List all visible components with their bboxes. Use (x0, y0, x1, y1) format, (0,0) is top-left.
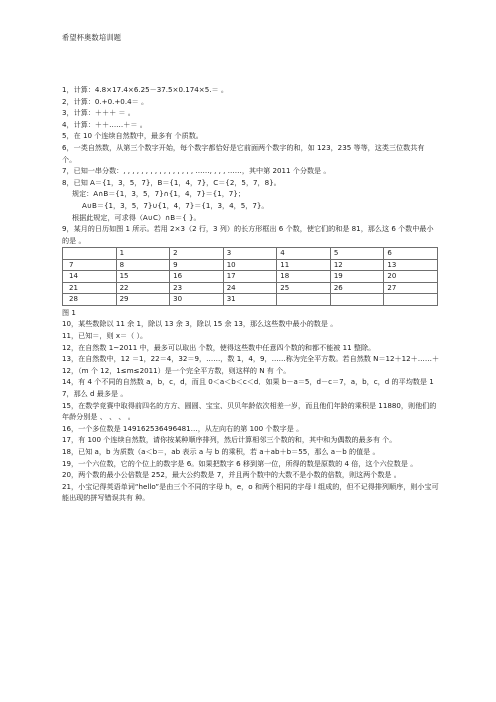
calendar-cell: 13 (384, 259, 438, 271)
calendar-cell: 9 (170, 259, 224, 271)
problem-4: 4，计算：＋＋……＋＝ 。 (62, 119, 147, 129)
calendar-cell: 26 (330, 282, 384, 294)
problem-7: 7，已知一串分数：, , , , , , , , , , , , , , , , ……, , , , ……，其中第 2011 个分数是 。 (62, 166, 331, 176)
calendar-cell: 22 (116, 282, 170, 294)
calendar-cell: 31 (223, 294, 277, 306)
calendar-cell: 28 (63, 294, 117, 306)
calendar-cell: 10 (223, 259, 277, 271)
calendar-row (63, 294, 438, 306)
problem-10: 10，某些数除以 11 余 1，除以 13 余 3，除以 15 余 13，那么这些数中最小的数是 。 (62, 319, 338, 329)
problem-20: 20，两个数的最小公倍数是 252，最大公约数是 7，并且两个数中的大数不是小数的倍数，则这两个数是 。 (62, 470, 401, 480)
figure-caption: 图 1 (62, 307, 76, 317)
calendar-cell: 20 (384, 271, 438, 283)
problem-12: 12，在自然数 1~2011 中，最多可以取出 个数，使得这些数中任意四个数的和都不能被 11 整除。 (62, 342, 376, 352)
calendar-cell: 7 (63, 259, 117, 271)
calendar-cell: 3 (223, 248, 277, 260)
problem-8: 8，已知 A＝{1，3，5，7}，B＝{1，4，7}，C＝{2，5，7，8}。 (62, 177, 281, 187)
problem-3: 3，计算：＋＋＋ ＝ 。 (62, 108, 135, 118)
calendar-cell: 15 (116, 271, 170, 283)
problem-8-question: 根据此规定，可求得（A∪C）∩B＝{ }。 (72, 212, 201, 222)
document-body (62, 84, 440, 504)
calendar-cell: 18 (277, 271, 331, 283)
problem-11: 11，已知＝，则 x＝（ ）。 (62, 331, 148, 340)
calendar-cell: 11 (277, 259, 331, 271)
problem-1: 1，计算：4.8×17.4×6.25－37.5×0.174×5.＝ 。 (62, 85, 228, 94)
calendar-cell: 16 (170, 271, 224, 283)
calendar-cell: 6 (384, 248, 438, 260)
calendar-row (63, 259, 438, 271)
calendar-cell: 27 (384, 282, 438, 294)
problem-13: 13，在自然数中，12 ＝1，22＝4，32＝9，……，数 1，4，9，……称为完全平方数。若自然数 N＝12＋12＋……＋12，（m 个 12，1≤m≤2011）是一个完全平方数，则这样的 N 有 个。 (62, 354, 440, 375)
problem-6: 6，一类自然数，从第三个数字开始，每个数字都恰好是它前面两个数字的和，如 123，235 等等，这类三位数共有 个。 (62, 142, 425, 164)
problem-14: 14，有 4 个不同的自然数 a，b，c，d，而且 0＜a＜b＜c＜d．如果 b－a＝5，d－c＝7，a，b，c，d 的平均数是 17，那么 d 最多是 。 (62, 377, 434, 398)
calendar-cell: 1 (116, 248, 170, 260)
document-title: 希望杯奥数培训题 (62, 33, 122, 42)
problem-9: 9，某月的日历如图 1 所示。若用 2×3（2 行，3 列）的长方形框出 6 个数，使它们的和是 81，那么这 6 个数中最小的是 。 (62, 224, 434, 245)
calendar-cell: 17 (223, 271, 277, 283)
calendar-cell: 14 (63, 271, 117, 283)
problem-5: 5，在 10 个连续自然数中，最多有 个质数。 (62, 131, 203, 141)
calendar-cell: 2 (170, 248, 224, 260)
calendar-cell (277, 294, 331, 306)
problem-8-rule-intersection: 规定：A∩B＝{1，3，5，7}∩{1，4，7}＝{1，7}； (72, 189, 245, 199)
calendar-cell: 25 (277, 282, 331, 294)
calendar-cell: 8 (116, 259, 170, 271)
calendar-row (63, 248, 438, 260)
calendar-cell (330, 294, 384, 306)
calendar-cell: 19 (330, 271, 384, 283)
calendar-cell: 12 (330, 259, 384, 271)
calendar-row (63, 271, 438, 283)
calendar-row (63, 282, 438, 294)
calendar-cell: 5 (330, 248, 384, 260)
problem-18: 18，已知 a，b 为质数（a＜b＝，ab 表示 a 与 b 的乘积，若 a＋ab＋b＝55，那么 a－b 的值是 。 (62, 446, 380, 456)
problem-21: 21，小宝记得英语单词“hello”是由三个不同的字母 h，e，o 和两个相同的字母 l 组成的，但不记得排列顺序，则小宝可能出现的拼写错误共有 种。 (62, 481, 439, 503)
calendar-cell: 24 (223, 282, 277, 294)
problem-19: 19，一个六位数，它的个位上的数字是 6。如果把数字 6 移到第一位，所得的数是原数的 4 倍，这个六位数是 。 (62, 458, 418, 468)
calendar-cell: 4 (277, 248, 331, 260)
problem-17: 17，有 100 个连续自然数，请你按某种顺序排列，然后计算相邻三个数的和，其中和为偶数的最多有 个。 (62, 435, 397, 445)
problem-8-rule-union: A∪B＝{1，3，5，7}∪{1，4，7}＝{1，3，4，5，7}。 (82, 200, 269, 210)
calendar-cell: 29 (116, 294, 170, 306)
problem-16: 16，一个多位数是 149162536496481…，从左向右的第 100 个数字是 。 (62, 423, 304, 433)
calendar-cell: 21 (63, 282, 117, 294)
calendar-cell (63, 248, 117, 260)
calendar-cell: 23 (170, 282, 224, 294)
problem-15: 15，在数学竞赛中取得前四名的方方、圆圆、宝宝、贝贝年龄依次相差一岁，而且他们年龄的乘积是 11880，则他们的年龄分别是 、 、 、 。 (62, 400, 437, 422)
calendar-cell: 30 (170, 294, 224, 306)
calendar-table (62, 247, 438, 306)
calendar-cell (384, 294, 438, 306)
problem-2: 2，计算：0.+0.+0.4＝ 。 (62, 96, 149, 106)
